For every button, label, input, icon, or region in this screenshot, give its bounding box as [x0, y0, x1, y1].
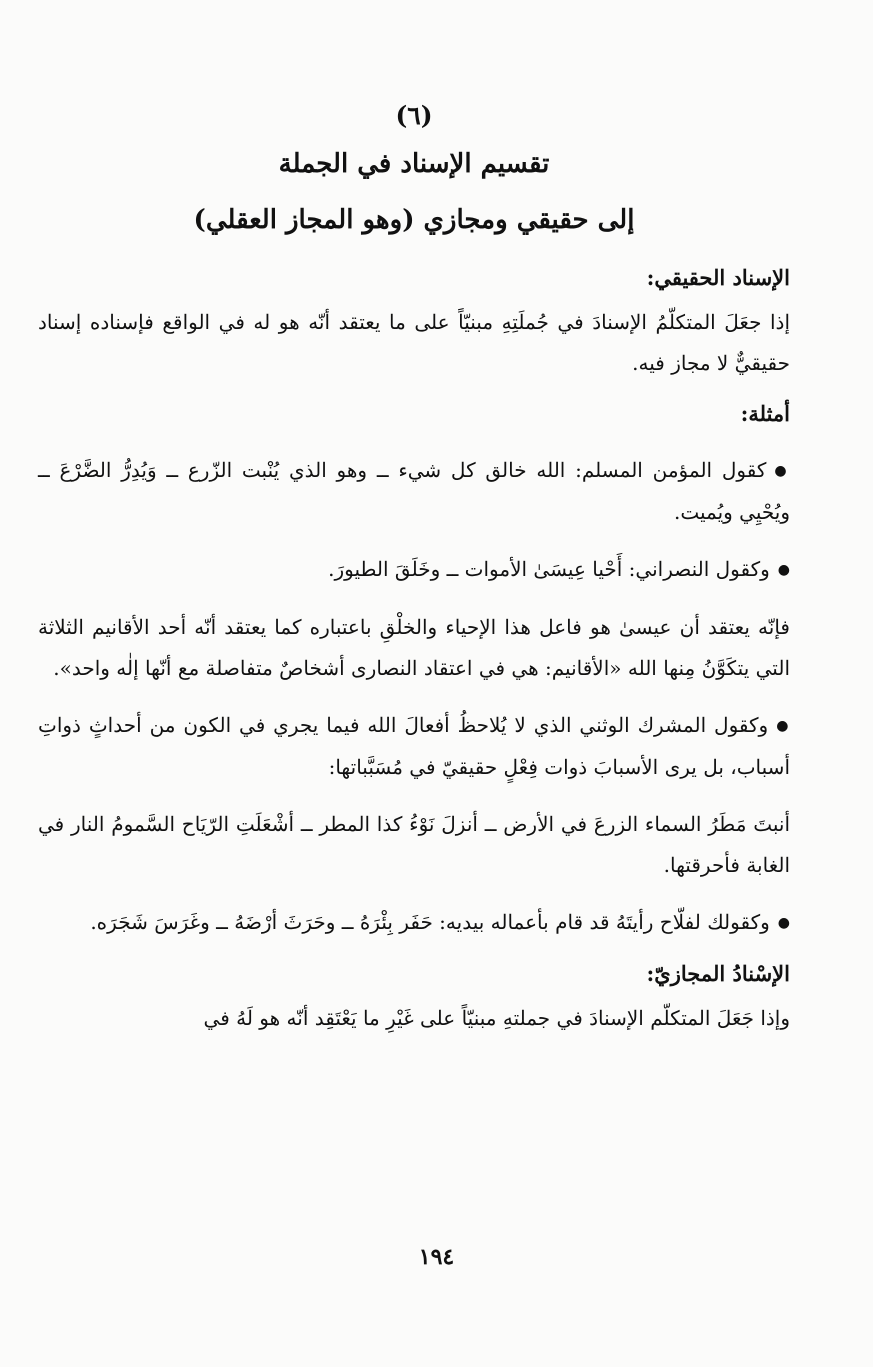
- page-number: ١٩٤: [418, 1244, 455, 1270]
- example-christian-note: فإنّه يعتقد أن عيسىٰ هو فاعل هذا الإحياء والخلْقِ باعتباره كما يعتقد أنّه أحد الأقانيم الثلاثة التي يتكَوَّنُ مِنها الله «الأقانيم: هي في اعتقاد النصارى أشخاصٌ متفاصلة مع أنّها إلٰه واحد».: [38, 615, 790, 680]
- example-christian: ● وكقول النصراني: أَحْيا عِيسَىٰ الأموات ــ وخَلَقَ الطيورَ.: [38, 549, 790, 591]
- chapter-title-line2: إلى حقيقي ومجازي (وهو المجاز العقلي): [193, 205, 635, 235]
- example-farmer: ● وكقولك لفلّاح رأيتَهُ قد قام بأعماله بيديه: حَفَر بِئْرَهُ ــ وحَرَثَ أرْضَهُ ــ وغَرَسَ شَجَرَه.: [38, 902, 790, 944]
- example-polytheist-quote: أنبتَ مَطَرُ السماء الزرعَ في الأرض ــ أنزلَ نَوْءُ كذا المطر ــ أشْعَلَتِ الرّيَاح السَّمومُ النار في الغابة فأحرقتها.: [38, 812, 790, 877]
- example-polytheist: ● وكقول المشرك الوثني الذي لا يُلاحظُ أفعالَ الله فيما يجري في الكون من أحداثٍ ذواتِ أسباب، بل يرى الأسبابَ ذوات فِعْلٍ حقيقيّ في مُسَبَّباتها:: [38, 705, 790, 788]
- real-predication-definition: إذا جعَلَ المتكلّمُ الإسنادَ في جُملَتِهِ مبنيّاً على ما يعتقد أنّه هو له في الواقع فإسناده إسناد حقيقيٌّ لا مجاز فيه.: [38, 310, 790, 375]
- metaphorical-predication-definition: وإذا جَعَلَ المتكلّم الإسنادَ في جملتهِ مبنيّاً على غَيْرِ ما يَعْتَقِد أنّه هو لَهُ في: [203, 1006, 790, 1030]
- real-predication-heading: الإسناد الحقيقي:: [646, 265, 790, 290]
- page-content: [38, 96, 790, 1039]
- metaphorical-predication-heading: الإسْنادُ المجازيّ:: [646, 961, 790, 986]
- chapter-title-line1: تقسيم الإسناد في الجملة: [278, 149, 550, 179]
- examples-heading: أمثلة:: [740, 401, 790, 426]
- section-number: (٦): [395, 101, 433, 130]
- example-believer: ● كقول المؤمن المسلم: الله خالق كل شيء ــ وهو الذي يُنْبت الزّرع ــ وَيُدِرُّ الضَّرْعَ ــ ويُحْيِي ويُميت.: [38, 450, 790, 533]
